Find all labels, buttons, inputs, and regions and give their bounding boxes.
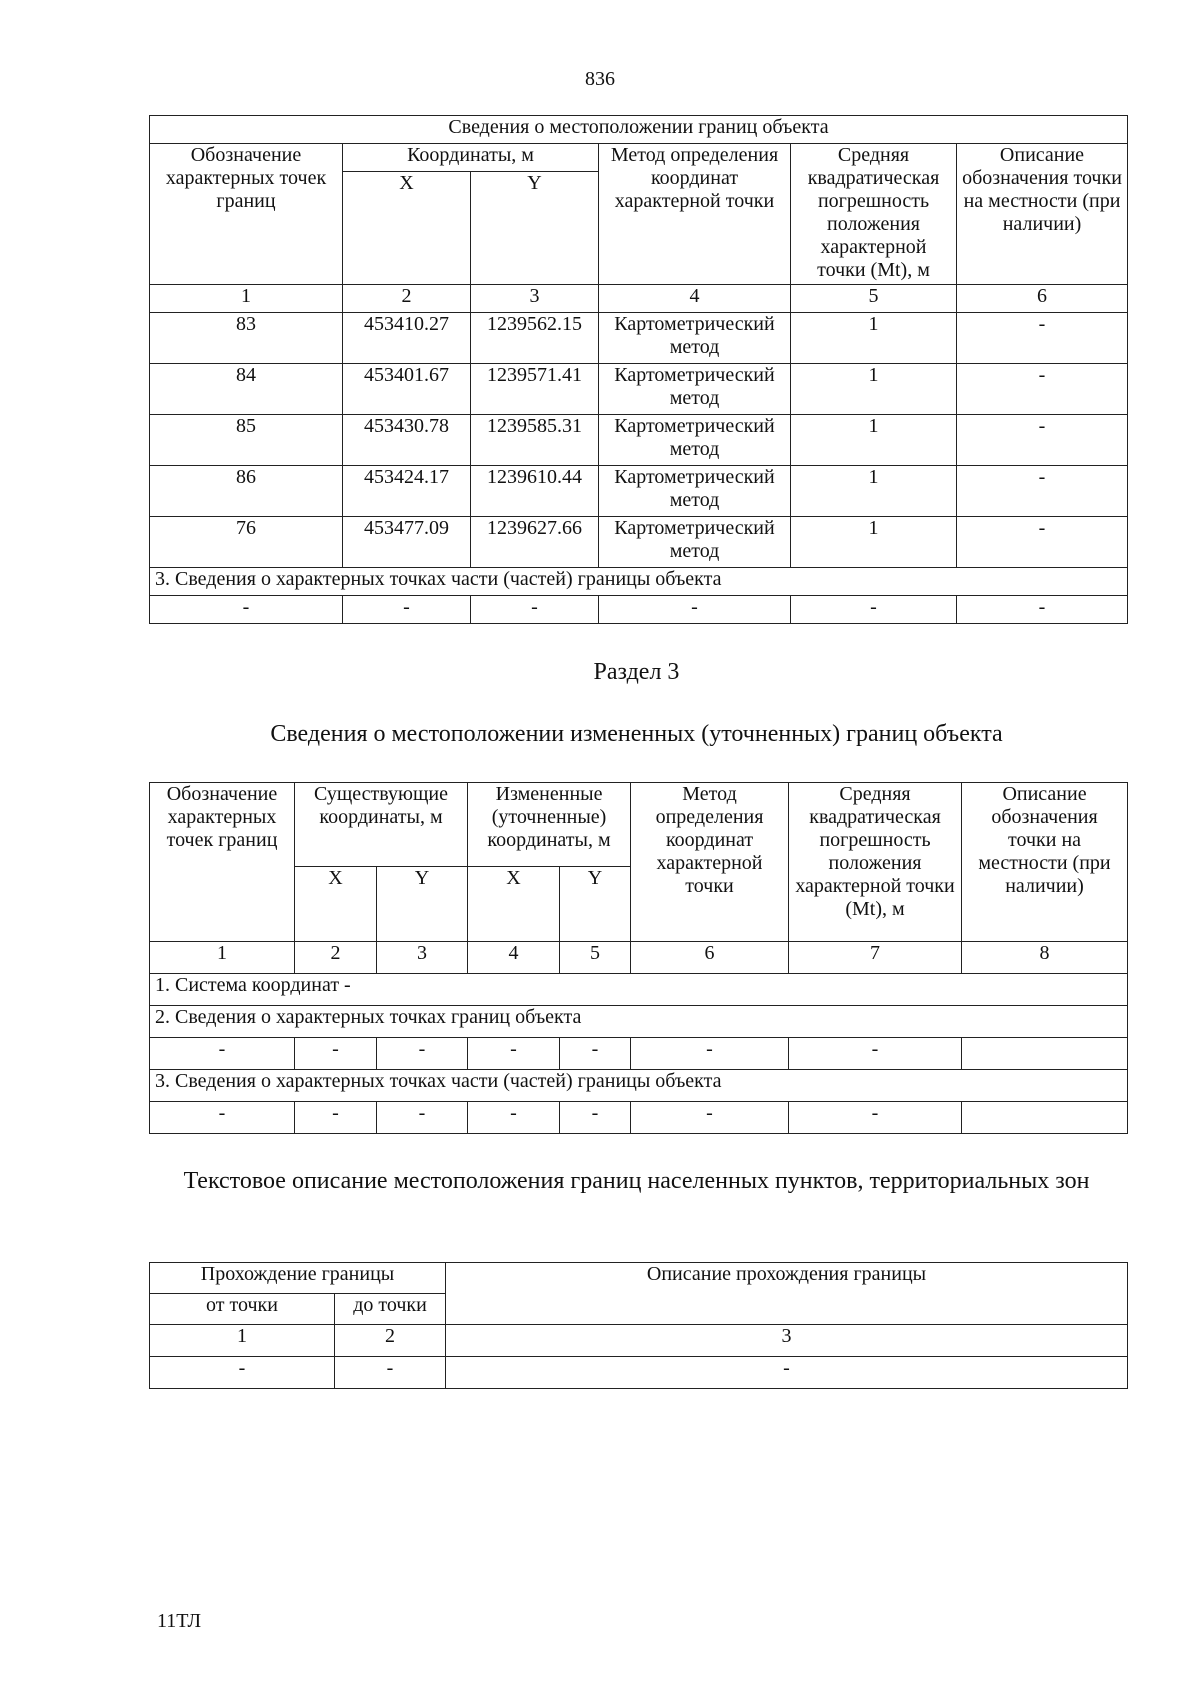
col-number: 7 <box>789 942 962 974</box>
error: 1 <box>791 466 957 517</box>
header-point: Обозначение характерных точек границ <box>150 783 295 942</box>
coordinate-system-label: 1. Система координат - <box>150 974 1128 1006</box>
section-3-label: 3. Сведения о характерных точках части (частей) границы объекта <box>150 568 1128 596</box>
coord-y: 1239627.66 <box>471 517 599 568</box>
header-point: Обозначение характерных точек границ <box>150 144 343 285</box>
header-method: Метод определения координат характерной точки <box>631 783 789 942</box>
cell-dash: - <box>446 1357 1128 1389</box>
col-number: 3 <box>377 942 468 974</box>
section-2-label: 2. Сведения о характерных точках границ объекта <box>150 1006 1128 1038</box>
point-id: 84 <box>150 364 343 415</box>
coord-x: 453424.17 <box>343 466 471 517</box>
header-existing: Существующие координаты, м <box>295 783 468 867</box>
description: - <box>957 364 1128 415</box>
section-title: Раздел 3 <box>593 659 680 685</box>
cell-dash: - <box>560 1038 631 1070</box>
header-error: Средняя квадратическая погрешность положения характерной точки (Mt), м <box>789 783 962 942</box>
header-description: Описание обозначения точки на местности (при наличии) <box>962 783 1128 942</box>
coord-x: 453430.78 <box>343 415 471 466</box>
cell-dash: - <box>343 596 471 624</box>
col-number: 4 <box>599 285 791 313</box>
coord-y: 1239571.41 <box>471 364 599 415</box>
coord-x: 453410.27 <box>343 313 471 364</box>
method: Картометрический метод <box>599 313 791 364</box>
table-row <box>150 1357 1128 1389</box>
footer-mark: 11ТЛ <box>157 1610 202 1632</box>
point-id: 86 <box>150 466 343 517</box>
header-existing-y: Y <box>377 867 468 942</box>
col-number: 8 <box>962 942 1128 974</box>
header-from-point: от точки <box>150 1294 335 1325</box>
col-number: 4 <box>468 942 560 974</box>
method: Картометрический метод <box>599 466 791 517</box>
coord-x: 453477.09 <box>343 517 471 568</box>
header-changed-y: Y <box>560 867 631 942</box>
header-method: Метод определения координат характерной точки <box>599 144 791 285</box>
header-coords: Координаты, м <box>343 144 599 172</box>
col-number: 2 <box>343 285 471 313</box>
col-number: 1 <box>150 942 295 974</box>
col-number: 1 <box>150 285 343 313</box>
cell-dash: - <box>789 1038 962 1070</box>
table-row <box>150 1102 1128 1134</box>
boundary-passage-table <box>149 1262 1128 1389</box>
text-description-title: Текстовое описание местоположения границ населенных пунктов, территориальных зон <box>183 1168 1090 1194</box>
description: - <box>957 517 1128 568</box>
col-number: 3 <box>471 285 599 313</box>
col-number: 5 <box>791 285 957 313</box>
cell-dash: - <box>377 1038 468 1070</box>
cell-dash: - <box>150 596 343 624</box>
column-numbers-row <box>150 285 1128 313</box>
table-row <box>150 415 1128 466</box>
header-y: Y <box>471 172 599 285</box>
point-id: 76 <box>150 517 343 568</box>
coord-x: 453401.67 <box>343 364 471 415</box>
col-number: 6 <box>631 942 789 974</box>
cell-dash: - <box>560 1102 631 1134</box>
description: - <box>957 415 1128 466</box>
table-row <box>150 596 1128 624</box>
method: Картометрический метод <box>599 517 791 568</box>
table-title: Сведения о местоположении границ объекта <box>150 116 1128 144</box>
boundary-points-table <box>149 115 1128 624</box>
table-row <box>150 1038 1128 1070</box>
coord-y: 1239610.44 <box>471 466 599 517</box>
point-id: 85 <box>150 415 343 466</box>
header-passage-description: Описание прохождения границы <box>446 1263 1128 1325</box>
column-numbers-row <box>150 942 1128 974</box>
description: - <box>957 313 1128 364</box>
error: 1 <box>791 313 957 364</box>
col-number: 6 <box>957 285 1128 313</box>
cell-empty <box>962 1102 1128 1134</box>
cell-dash: - <box>150 1038 295 1070</box>
cell-dash: - <box>791 596 957 624</box>
description: - <box>957 466 1128 517</box>
cell-dash: - <box>631 1102 789 1134</box>
method: Картометрический метод <box>599 364 791 415</box>
coord-y: 1239562.15 <box>471 313 599 364</box>
error: 1 <box>791 415 957 466</box>
cell-dash: - <box>295 1038 377 1070</box>
col-number: 1 <box>150 1325 335 1357</box>
col-number: 2 <box>295 942 377 974</box>
table-row <box>150 313 1128 364</box>
header-changed-x: X <box>468 867 560 942</box>
header-changed: Измененные (уточненные) координаты, м <box>468 783 631 867</box>
cell-dash: - <box>957 596 1128 624</box>
header-error: Средняя квадратическая погрешность положения характерной точки (Mt), м <box>791 144 957 285</box>
header-to-point: до точки <box>335 1294 446 1325</box>
cell-dash: - <box>789 1102 962 1134</box>
cell-dash: - <box>468 1038 560 1070</box>
col-number: 5 <box>560 942 631 974</box>
cell-dash: - <box>471 596 599 624</box>
header-existing-x: X <box>295 867 377 942</box>
header-x: X <box>343 172 471 285</box>
cell-dash: - <box>631 1038 789 1070</box>
header-description: Описание обозначения точки на местности (при наличии) <box>957 144 1128 285</box>
error: 1 <box>791 517 957 568</box>
cell-dash: - <box>150 1357 335 1389</box>
cell-dash: - <box>599 596 791 624</box>
section-3-label: 3. Сведения о характерных точках части (частей) границы объекта <box>150 1070 1128 1102</box>
table-row <box>150 517 1128 568</box>
coord-y: 1239585.31 <box>471 415 599 466</box>
error: 1 <box>791 364 957 415</box>
point-id: 83 <box>150 313 343 364</box>
column-numbers-row <box>150 1325 1128 1357</box>
page-number: 836 <box>585 68 615 90</box>
cell-dash: - <box>377 1102 468 1134</box>
cell-dash: - <box>295 1102 377 1134</box>
cell-empty <box>962 1038 1128 1070</box>
header-passage: Прохождение границы <box>150 1263 446 1294</box>
col-number: 2 <box>335 1325 446 1357</box>
table-row <box>150 364 1128 415</box>
cell-dash: - <box>468 1102 560 1134</box>
cell-dash: - <box>335 1357 446 1389</box>
cell-dash: - <box>150 1102 295 1134</box>
section-subtitle: Сведения о местоположении измененных (уточненных) границ объекта <box>270 721 1003 747</box>
table-row <box>150 466 1128 517</box>
col-number: 3 <box>446 1325 1128 1357</box>
method: Картометрический метод <box>599 415 791 466</box>
changed-boundaries-table <box>149 782 1128 1134</box>
